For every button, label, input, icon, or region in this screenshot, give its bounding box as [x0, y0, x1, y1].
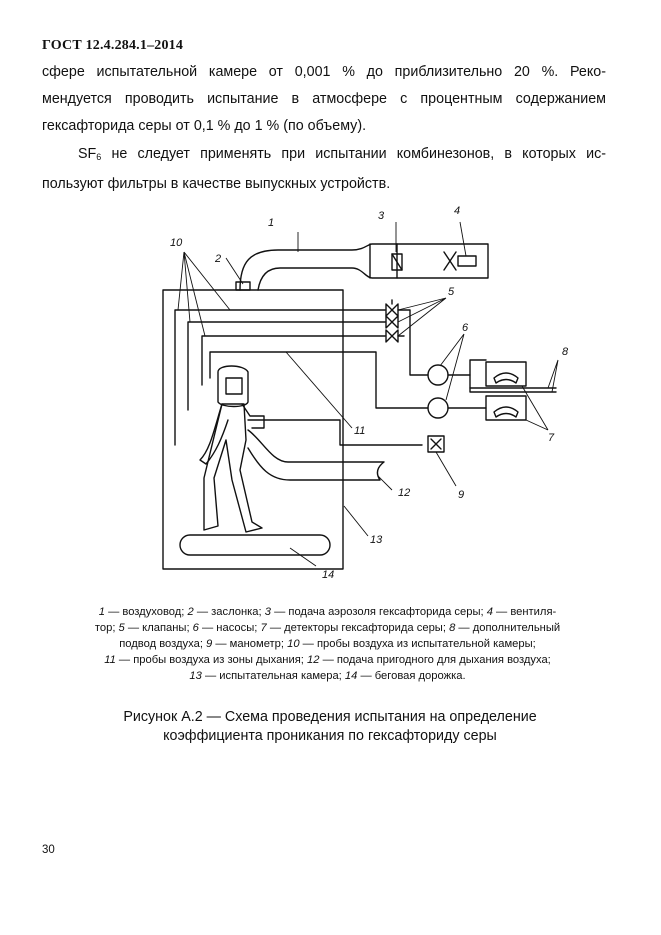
label-11: 11	[354, 425, 366, 437]
paragraph-1-line-1: сфере испытательной камере от 0,001 % до приблизительно 20 %. Реко-	[42, 64, 606, 80]
label-13: 13	[370, 534, 383, 546]
air-duct	[240, 244, 488, 290]
figure-caption	[60, 708, 600, 746]
legend-line-4: 11 — пробы воздуха из зоны дыхания; 12 — подача пригодного для дыхания воздуха;	[104, 654, 551, 666]
legend-line-5: 13 — испытательная камера; 14 — беговая дорожка.	[189, 670, 466, 682]
page-number: 30	[42, 844, 55, 856]
label-12: 12	[398, 487, 411, 499]
document-header: ГОСТ 12.4.284.1–2014	[42, 38, 184, 53]
diagram-svg	[150, 200, 590, 595]
valves	[386, 300, 398, 342]
label-4: 4	[454, 205, 461, 217]
label-1: 1	[268, 217, 275, 229]
test-chamber	[163, 290, 343, 569]
label-8: 8	[562, 346, 569, 358]
treadmill	[180, 535, 330, 555]
label-5: 5	[448, 286, 455, 298]
label-14: 14	[322, 569, 335, 581]
pump-1	[428, 365, 448, 385]
pointer-10	[178, 252, 230, 336]
caption-line-1: Рисунок А.2 — Схема проведения испытания на определение	[123, 709, 537, 725]
paragraph-2-line-2: пользуют фильтры в качестве выпускных устройств.	[42, 176, 391, 192]
figure-legend	[40, 604, 615, 684]
paragraph-1-line-3: гексафторида серы от 0,1 % до 1 % (по объему).	[42, 118, 367, 134]
paragraph-1	[42, 59, 606, 140]
label-10: 10	[170, 237, 183, 249]
aerosol-feed	[392, 244, 402, 278]
paragraph-2	[42, 141, 606, 198]
additional-air-line	[470, 375, 556, 392]
label-6: 6	[462, 322, 469, 334]
pointer-5	[398, 298, 446, 336]
person-in-suit	[200, 366, 264, 532]
label-9: 9	[458, 489, 465, 501]
pointer-8	[548, 360, 558, 392]
detector-2	[486, 396, 526, 420]
pump-2	[428, 398, 448, 418]
fan	[444, 252, 476, 270]
legend-line-1: 1 — воздуховод; 2 — заслонка; 3 — подача аэрозоля гексафторида серы; 4 — вентиля-	[98, 606, 557, 618]
label-7: 7	[548, 432, 555, 444]
paragraph-2-line-1: $SF_6$ не следует применять при испытании комбинезонов, в которых ис-	[78, 146, 606, 162]
label-3: 3	[378, 210, 385, 222]
legend-line-3: подвод воздуха; 9 — манометр; 10 — пробы воздуха из испытательной камеры;	[119, 638, 536, 650]
sf6-symbol: $SF_6$	[78, 146, 102, 162]
legend-line-2: тор; 5 — клапаны; 6 — насосы; 7 — детекторы гексафторида серы; 8 — дополнительный	[94, 622, 561, 634]
breathing-air-hose	[248, 430, 384, 480]
detector-1	[486, 362, 526, 386]
manometer	[428, 436, 444, 452]
paragraph-1-line-2: мендуется проводить испытание в атмосфере с процентным содержанием	[42, 91, 606, 107]
caption-line-2: коэффициента проникания по гексафториду серы	[163, 728, 497, 744]
test-setup-diagram	[150, 200, 590, 595]
label-2: 2	[215, 253, 222, 265]
